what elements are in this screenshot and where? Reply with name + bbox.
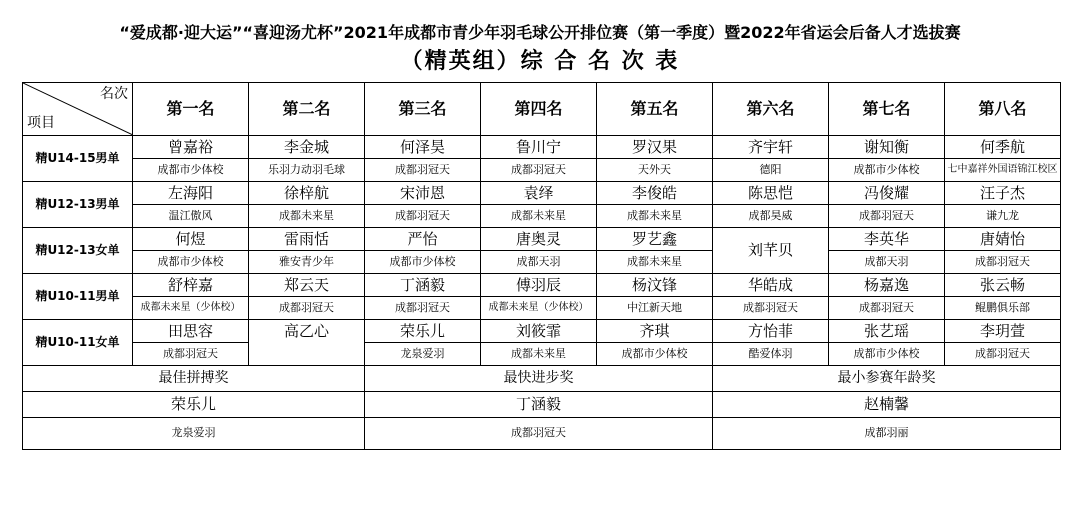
player-name: 曾嘉裕	[133, 136, 249, 159]
player-name: 舒梓嘉	[133, 274, 249, 297]
event-name: 精U12-13男单	[23, 182, 133, 228]
player-name: 张云畅	[945, 274, 1061, 297]
player-name: 左海阳	[133, 182, 249, 205]
award-winner: 丁涵毅	[365, 392, 713, 418]
player-name: 丁涵毅	[365, 274, 481, 297]
player-club: 成都未来星	[249, 205, 365, 228]
player-club: 成都未来星	[481, 205, 597, 228]
rank-header: 第四名	[481, 83, 597, 136]
player-name: 李玥萱	[945, 320, 1061, 343]
event-name: 精U10-11女单	[23, 320, 133, 366]
player-name: 华皓成	[713, 274, 829, 297]
player-club: 成都市少体校	[829, 343, 945, 366]
event-name: 精U14-15男单	[23, 136, 133, 182]
award-title: 最佳拼搏奖	[23, 366, 365, 392]
player-club: 成都市少体校	[829, 159, 945, 182]
player-club: 谦九龙	[945, 205, 1061, 228]
player-club: 龙泉爱羽	[365, 343, 481, 366]
player-name: 陈思恺	[713, 182, 829, 205]
player-club: 成都羽冠天	[249, 297, 365, 320]
player-club: 成都未来星	[597, 205, 713, 228]
player-club: 成都羽冠天	[945, 343, 1061, 366]
player-name: 荣乐儿	[365, 320, 481, 343]
player-club: 德阳	[713, 159, 829, 182]
player-club: 成都市少体校	[597, 343, 713, 366]
player-name: 傅羽辰	[481, 274, 597, 297]
player-club: 中江新天地	[597, 297, 713, 320]
event-name: 精U12-13女单	[23, 228, 133, 274]
player-club: 成都天羽	[829, 251, 945, 274]
award-club: 成都羽丽	[713, 418, 1061, 450]
player-name: 杨嘉逸	[829, 274, 945, 297]
player-name: 雷雨恬	[249, 228, 365, 251]
player-name: 袁绎	[481, 182, 597, 205]
school-row	[23, 159, 1061, 182]
player-name: 刘芊贝	[713, 228, 829, 274]
player-name: 李英华	[829, 228, 945, 251]
player-club: 成都羽冠天	[365, 205, 481, 228]
player-name: 杨汶锋	[597, 274, 713, 297]
player-name: 何泽昊	[365, 136, 481, 159]
player-name: 田思容	[133, 320, 249, 343]
player-club: 成都羽冠天	[365, 159, 481, 182]
player-club: 成都羽冠天	[829, 297, 945, 320]
player-club: 天外天	[597, 159, 713, 182]
player-club: 成都羽冠天	[829, 205, 945, 228]
player-name: 冯俊耀	[829, 182, 945, 205]
rank-header: 第六名	[713, 83, 829, 136]
player-club: 成都天羽	[481, 251, 597, 274]
player-club: 成都市少体校	[365, 251, 481, 274]
player-name: 何煜	[133, 228, 249, 251]
player-club: 酷爱体羽	[713, 343, 829, 366]
player-name: 张艺瑶	[829, 320, 945, 343]
event-name: 精U10-11男单	[23, 274, 133, 320]
award-title: 最小参赛年龄奖	[713, 366, 1061, 392]
player-name: 刘筱霏	[481, 320, 597, 343]
player-club: 成都未来星（少体校）	[133, 297, 249, 320]
player-club: 成都羽冠天	[365, 297, 481, 320]
player-name: 宋沛恩	[365, 182, 481, 205]
player-name: 齐宇轩	[713, 136, 829, 159]
player-club: 成都羽冠天	[713, 297, 829, 320]
school-row	[23, 205, 1061, 228]
award-winner-row	[23, 392, 1061, 418]
player-club: 温江傲风	[133, 205, 249, 228]
player-name: 唐婧怡	[945, 228, 1061, 251]
player-name: 鲁川宁	[481, 136, 597, 159]
ranking-table	[22, 82, 1061, 450]
document-title: “爱成都·迎大运”“喜迎汤尤杯”2021年成都市青少年羽毛球公开排位赛（第一季度）暨2022年省运会后备人才选拔赛	[119, 23, 961, 42]
school-row	[23, 297, 1061, 320]
player-club: 成都市少体校	[133, 251, 249, 274]
event-axis-label: 项目	[27, 114, 55, 131]
player-name: 汪子杰	[945, 182, 1061, 205]
award-title: 最快进步奖	[365, 366, 713, 392]
player-name: 郑云天	[249, 274, 365, 297]
rank-header: 第八名	[945, 83, 1061, 136]
player-club: 成都羽冠天	[133, 343, 249, 366]
award-club: 龙泉爱羽	[23, 418, 365, 450]
player-name: 罗汉果	[597, 136, 713, 159]
player-name: 李俊皓	[597, 182, 713, 205]
player-club: 成都羽冠天	[481, 159, 597, 182]
award-title-row	[23, 366, 1061, 392]
player-name: 齐琪	[597, 320, 713, 343]
rank-header: 第七名	[829, 83, 945, 136]
player-row	[23, 274, 1061, 297]
rank-header: 第二名	[249, 83, 365, 136]
corner-cell	[23, 83, 133, 136]
player-club: 乐羽力动羽毛球	[249, 159, 365, 182]
player-club: 雅安青少年	[249, 251, 365, 274]
rank-header: 第五名	[597, 83, 713, 136]
rank-header: 第一名	[133, 83, 249, 136]
player-name: 何季航	[945, 136, 1061, 159]
player-name: 高乙心	[249, 320, 365, 366]
award-winner: 荣乐儿	[23, 392, 365, 418]
player-name: 徐梓航	[249, 182, 365, 205]
player-club: 成都未来星	[481, 343, 597, 366]
header-row	[23, 83, 1061, 136]
player-club: 成都未来星（少体校）	[481, 297, 597, 320]
player-row	[23, 320, 1061, 343]
player-club: 成都昊威	[713, 205, 829, 228]
player-club: 成都羽冠天	[945, 251, 1061, 274]
player-name: 罗艺鑫	[597, 228, 713, 251]
player-row	[23, 228, 1061, 251]
player-club: 成都市少体校	[133, 159, 249, 182]
award-winner: 赵楠馨	[713, 392, 1061, 418]
school-row	[23, 343, 1061, 366]
player-name: 方怡菲	[713, 320, 829, 343]
school-row	[23, 251, 1061, 274]
player-name: 唐奥灵	[481, 228, 597, 251]
player-row	[23, 182, 1061, 205]
document-subtitle: （精英组）综 合 名 次 表	[400, 49, 680, 74]
rank-axis-label: 名次	[100, 86, 128, 102]
player-club: 七中嘉祥外国语锦江校区	[945, 159, 1061, 182]
rank-header: 第三名	[365, 83, 481, 136]
player-name: 谢知衡	[829, 136, 945, 159]
player-club: 鲲鹏俱乐部	[945, 297, 1061, 320]
player-name: 李金城	[249, 136, 365, 159]
player-row	[23, 136, 1061, 159]
player-name: 严怡	[365, 228, 481, 251]
player-club: 成都未来星	[597, 251, 713, 274]
award-club-row	[23, 418, 1061, 450]
award-club: 成都羽冠天	[365, 418, 713, 450]
